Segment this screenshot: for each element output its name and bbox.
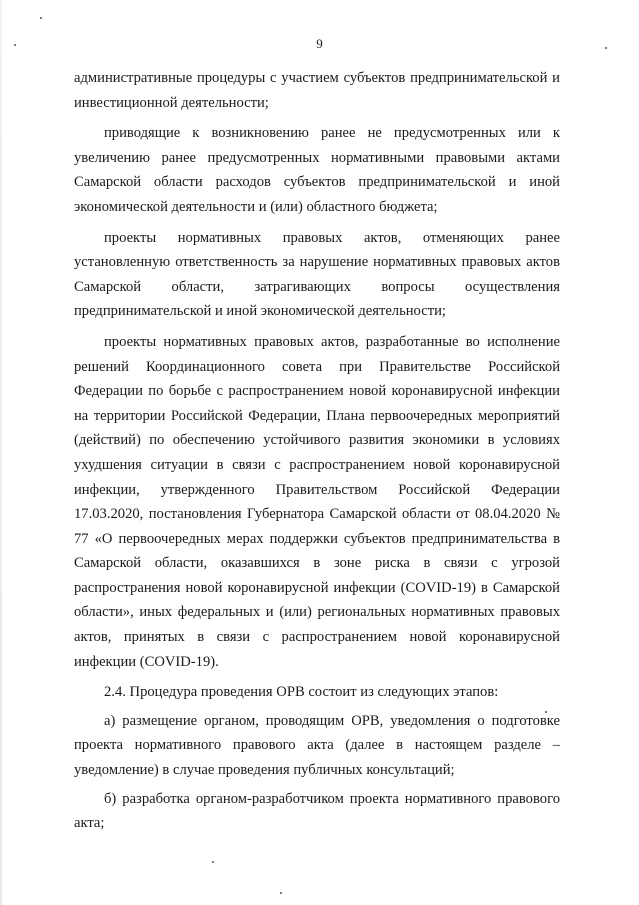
document-body [74,66,560,842]
scan-speck [212,861,214,863]
scan-edge [0,0,2,905]
scan-speck [280,892,282,894]
paragraph-procedure-stages: 2.4. Процедура проведения ОРВ состоит из следующих этапов: [104,684,499,701]
scan-speck [605,47,607,49]
paragraph-liability: проекты нормативных правовых актов, отменяющих ранее установленную ответственность за нарушение нормативных правовых актов Самарской области, затрагивающих вопросы осуществления предпринимательской и иной экономической деятельности; [74,229,560,320]
paragraph-covid-acts: проекты нормативных правовых актов, разработанные во исполнение решений Координационного совета при Правительстве Российской Федерации по борьбе с распространением новой коронавирусной инфекции на территории Российской Федерации, Плана первоочередных мероприятий (действий) по обеспечению устойчивого развития экономики в условиях ухудшения ситуации в связи с распространением новой коронавирусной инфекции, утвержденного Правительством Российской Федерации 17.03.2020, постановления Губернатора Самарской области от 08.04.2020 № 77 «О первоочередных мерах поддержки субъектов предпринимательства в Самарской области, оказавшихся в зоне риска в связи с угрозой распространения новой коронавирусной инфекции (COVID-19) в Самарской области», иных федеральных и (или) региональных нормативных правовых актов, принятых в связи с распространением новой коронавирусной инфекции (COVID-19). [74,333,560,670]
paragraph-stage-a: а) размещение органом, проводящим ОРВ, уведомления о подготовке проекта нормативного правового акта (далее в настоящем разделе – уведомление) в случае проведения публичных консультаций; [74,712,560,779]
paragraph-expenses: приводящие к возникновению ранее не предусмотренных или к увеличению ранее предусмотренных нормативными правовыми актами Самарской области расходов субъектов предпринимательской и иной экономической деятельности и (или) областного бюджета; [74,125,560,215]
page-number: 9 [316,36,323,51]
paragraph-stage-b: б) разработка органом-разработчиком проекта нормативного правового акта; [74,790,560,832]
paragraph-admin-procedures: административные процедуры с участием субъектов предпринимательской и инвестиционной деятельности; [74,70,560,111]
scan-speck [40,17,42,19]
scan-speck [14,44,16,46]
scan-speck [545,711,547,713]
